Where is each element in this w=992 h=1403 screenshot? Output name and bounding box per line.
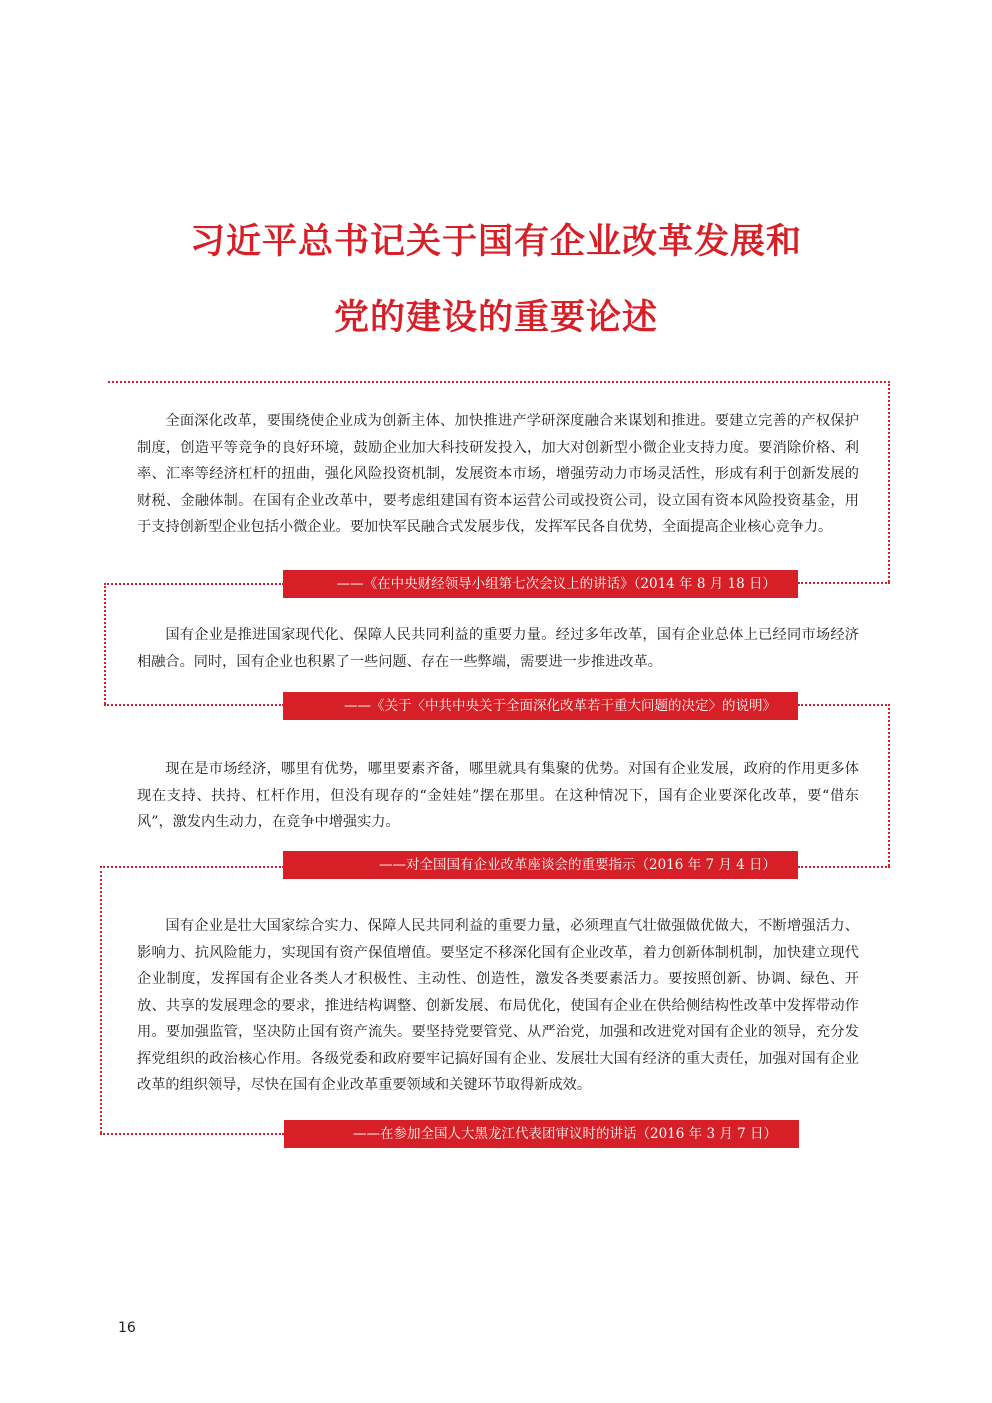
frame-bottom-3 bbox=[798, 866, 890, 868]
page-number: 16 bbox=[118, 1320, 136, 1336]
quote-source-4: ——在参加全国人大黑龙江代表团审议时的讲话（2016 年 3 月 7 日） bbox=[284, 1120, 799, 1148]
page-title-line-2: 党的建设的重要论述 bbox=[333, 297, 658, 338]
frame-top-1 bbox=[108, 381, 890, 383]
quote-paragraph-1: 全面深化改革，要围绕使企业成为创新主体、加快推进产学研深度融合来谋划和推进。要建立完善的产权保护制度，创造平等竞争的良好环境，鼓励企业加大科技研发投入，加大对创新型小微企业支持力度。要消除价格、利率、汇率等经济杠杆的扭曲，强化风险投资机制，发展资本市场，增强劳动力市场灵活性，形成有利于创新发展的财税、金融体制。在国有企业改革中，要考虑组建国有资本运营公司或投资公司，设立国有资本风险投资基金，用于支持创新型企业包括小微企业。要加快军民融合式发展步伐，发挥军民各自优势，全面提高企业核心竞争力。 bbox=[137, 413, 859, 535]
frame-left-2 bbox=[104, 583, 106, 704]
frame-right-1 bbox=[888, 381, 890, 582]
frame-top-4 bbox=[100, 866, 284, 868]
quote-paragraph-4: 国有企业是壮大国家综合实力、保障人民共同利益的重要力量，必须理直气壮做强做优做大，不断增强活力、影响力、抗风险能力，实现国有资产保值增值。要坚定不移深化国有企业改革，着力创新体制机制，加快建立现代企业制度，发挥国有企业各类人才积极性、主动性、创造性，激发各类要素活力。要按照创新、协调、绿色、开放、共享的发展理念的要求，推进结构调整、创新发展、布局优化，使国有企业在供给侧结构性改革中发挥带动作用。要加强监管，坚决防止国有资产流失。要坚持党要管党、从严治党，加强和改进党对国有企业的领导，充分发挥党组织的政治核心作用。各级党委和政府要牢记搞好国有企业、发展壮大国有经济的重大责任，加强对国有企业改革的组织领导，尽快在国有企业改革重要领域和关键环节取得新成效。 bbox=[137, 918, 859, 1093]
frame-right-3 bbox=[888, 704, 890, 866]
quote-source-2: ——《关于〈中共中央关于全面深化改革若干重大问题的决定〉的说明》 bbox=[283, 692, 798, 720]
quote-paragraph-2: 国有企业是推进国家现代化、保障人民共同利益的重要力量。经过多年改革，国有企业总体上已经同市场经济相融合。同时，国有企业也积累了一些问题、存在一些弊端，需要进一步推进改革。 bbox=[137, 627, 859, 670]
quote-source-1: ——《在中央财经领导小组第七次会议上的讲话》（2014 年 8 月 18 日） bbox=[283, 570, 798, 598]
frame-left-4 bbox=[100, 866, 102, 1133]
quote-paragraph-3: 现在是市场经济，哪里有优势，哪里要素齐备，哪里就具有集聚的优势。对国有企业发展，政府的作用更多体现在支持、扶持、杠杆作用，但没有现存的“金娃娃”摆在那里。在这种情况下，国有企业要深化改革，要“借东风”，激发内生动力，在竞争中增强实力。 bbox=[137, 761, 859, 830]
frame-bottom-4 bbox=[100, 1133, 284, 1135]
page-title-line-1: 习近平总书记关于国有企业改革发展和 bbox=[189, 221, 802, 262]
frame-top-2 bbox=[104, 583, 284, 585]
frame-bottom-1 bbox=[798, 582, 890, 584]
quote-source-3: ——对全国国有企业改革座谈会的重要指示（2016 年 7 月 4 日） bbox=[283, 851, 798, 879]
frame-bottom-2 bbox=[104, 704, 284, 706]
frame-top-3 bbox=[798, 704, 890, 706]
